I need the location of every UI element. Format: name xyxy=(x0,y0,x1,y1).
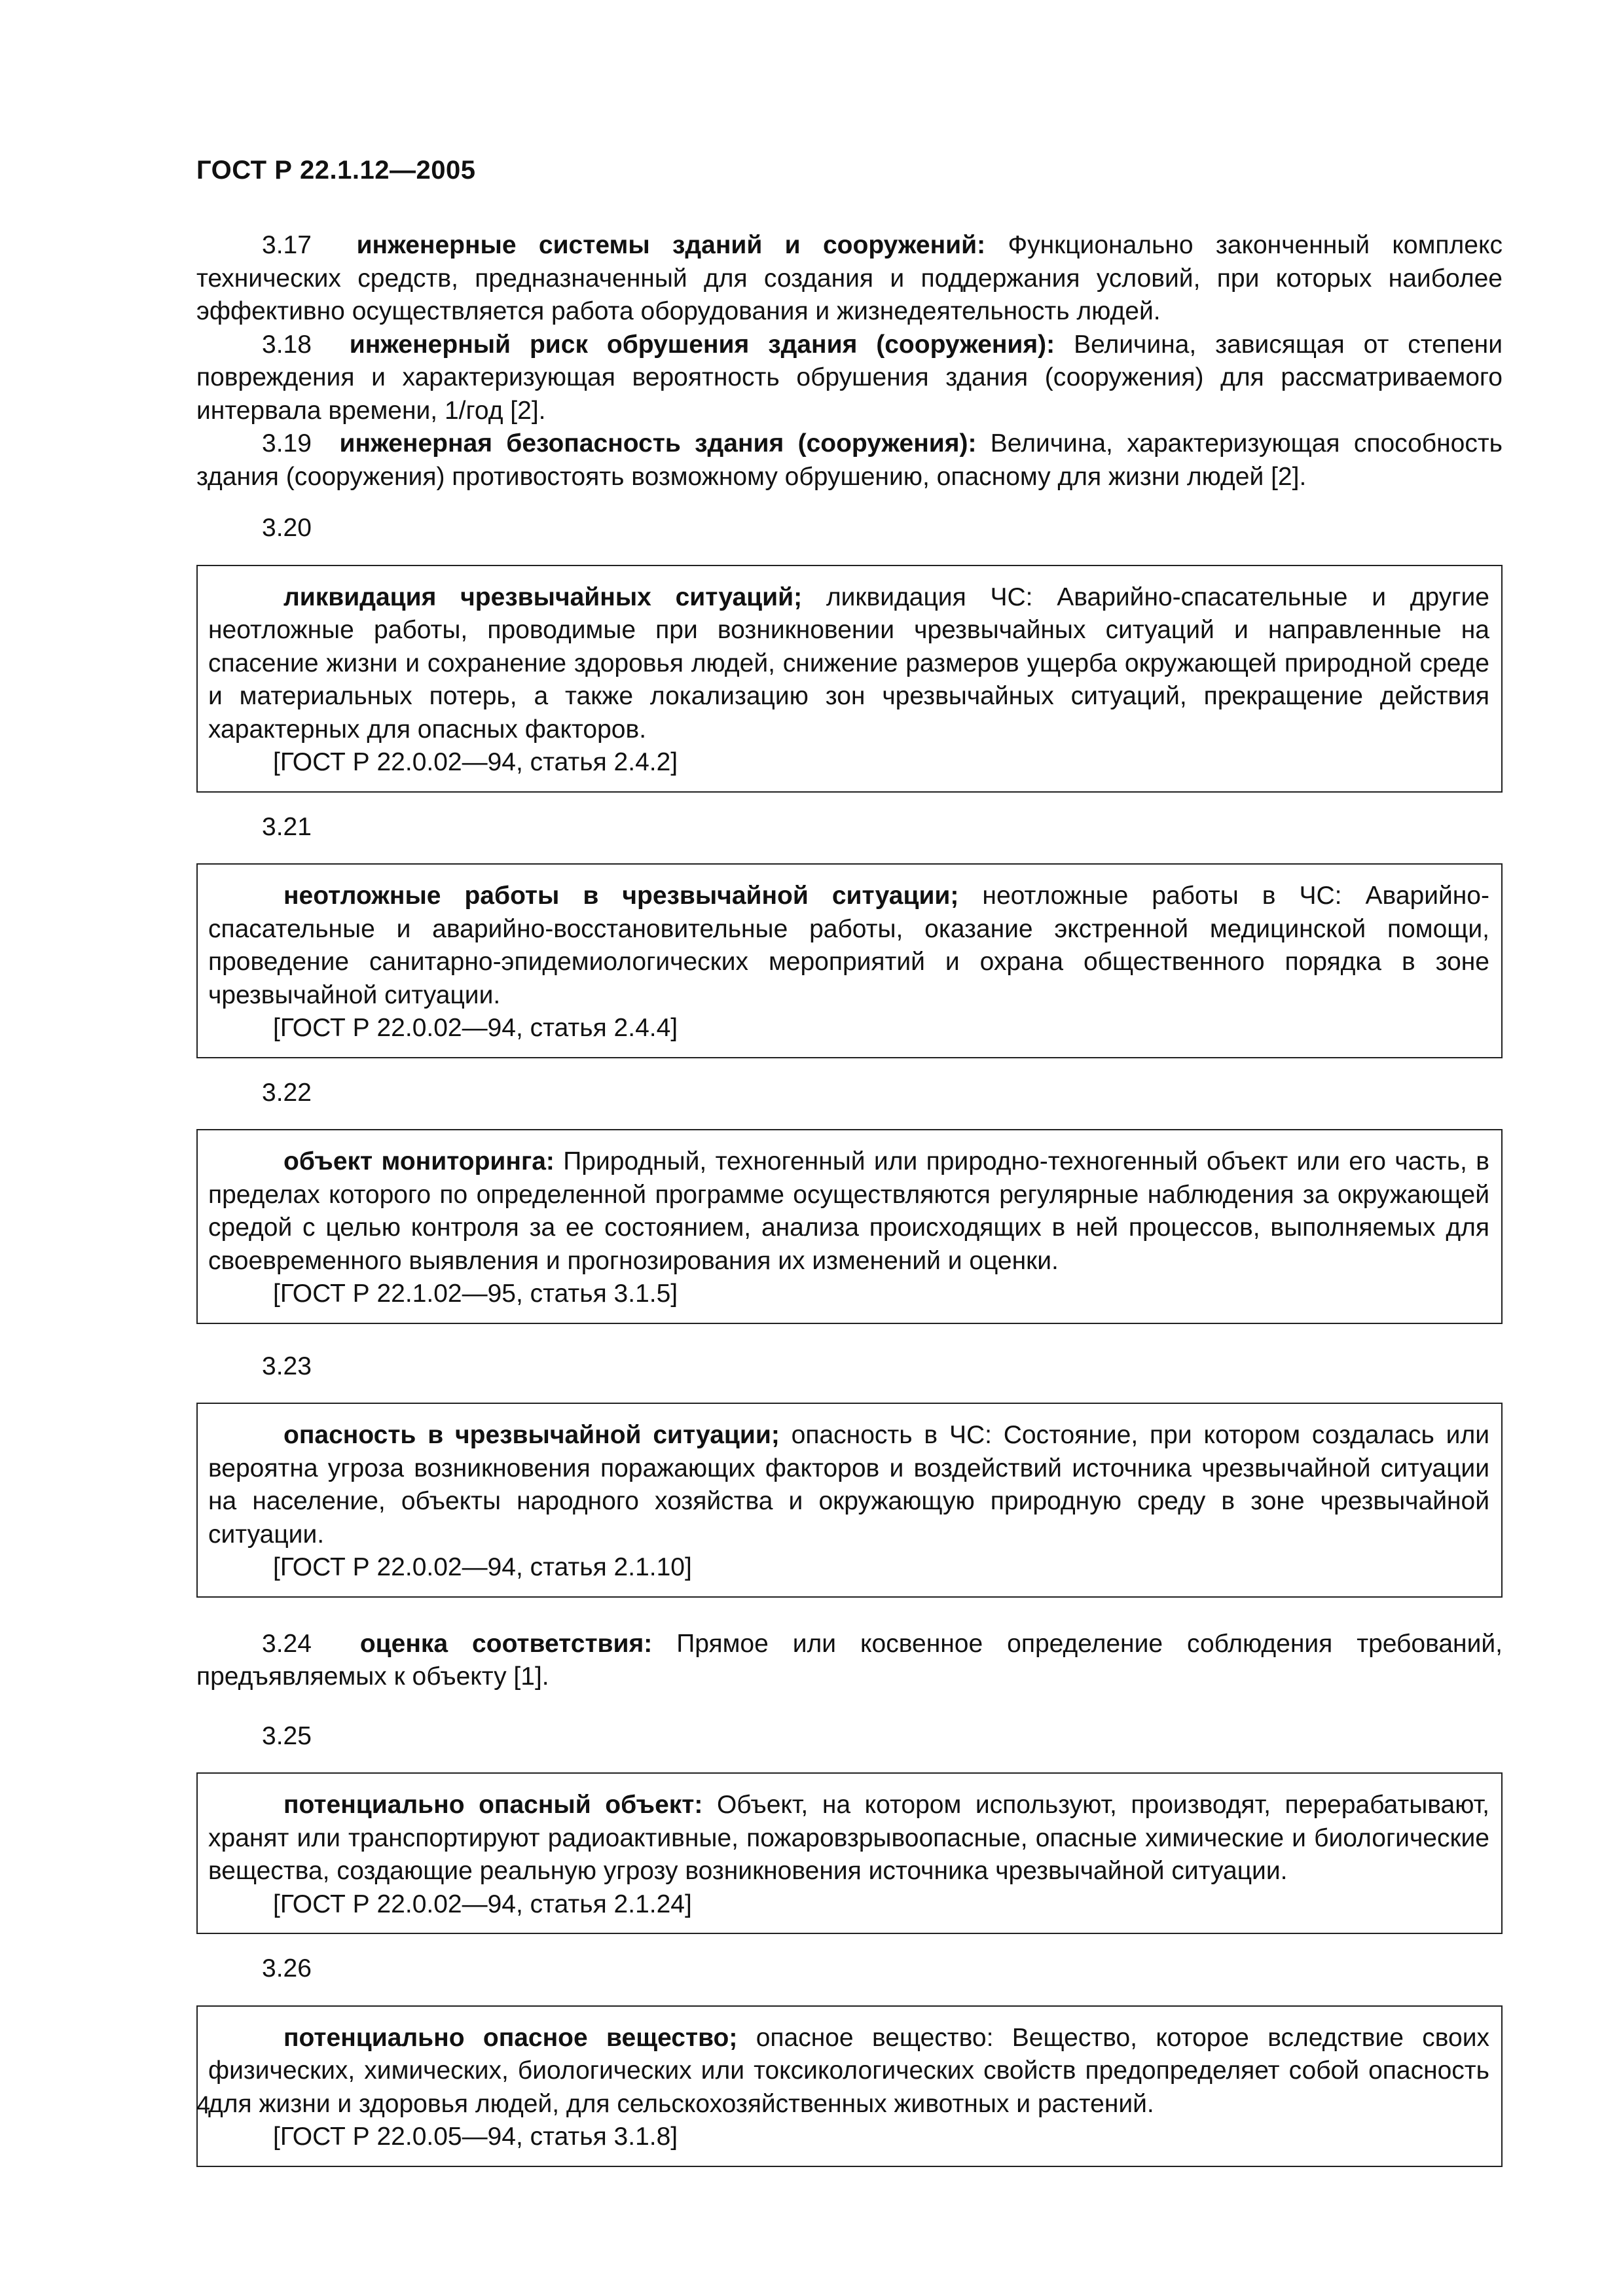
term-source: [ГОСТ Р 22.0.02—94, статья 2.4.4] xyxy=(273,1014,678,1042)
term-box-3-25 xyxy=(196,1772,1503,1934)
term-title: потенциально опасное вещество; xyxy=(283,2023,738,2052)
term-box-3-26 xyxy=(196,2005,1503,2167)
page-number: 4 xyxy=(196,2092,211,2119)
term-definition xyxy=(208,1789,1489,1888)
term-box-3-22 xyxy=(196,1129,1503,1324)
term-definition xyxy=(208,880,1489,1012)
term-definition xyxy=(208,581,1489,747)
term-source: [ГОСТ Р 22.0.02—94, статья 2.1.10] xyxy=(273,1553,692,1581)
term-3-19 xyxy=(196,427,1503,493)
term-text: ликвидация ЧС: Аварийно-спасательные и другие неотложные работы, проводимые при возникновении чрезвычайных ситуаций и направленные на спасение жизни и сохранение здоровья людей, снижение размеров ущерба окружающей природной среде и материальных потерь, а также локализацию зон чрезвычайных ситуаций, прекращение действия характерных для опасных факторов. xyxy=(208,583,1489,744)
term-definition: Величина, зависящая от степени повреждения и характеризующая вероятность обрушения здания (сооружения) для рассматриваемого интервала времени, 1/год [2]. xyxy=(196,330,1503,425)
term-number-3-21: 3.21 xyxy=(262,812,312,841)
term-3-24 xyxy=(196,1628,1503,1694)
term-definition xyxy=(208,2022,1489,2121)
term-definition: Функционально законченный комплекс технических средств, предназначенный для создания и поддержания условий, при которых наиболее эффективно осуществляется работа оборудования и жизнедеятельность людей. xyxy=(196,231,1503,325)
term-title: оценка соответствия: xyxy=(359,1629,653,1658)
term-definition: Прямое или косвенное определение соблюдения требований, предъявляемых к объекту [1]. xyxy=(196,1629,1503,1691)
term-number-3-25: 3.25 xyxy=(262,1721,312,1750)
page-content xyxy=(196,229,1503,2175)
term-number: 3.19 xyxy=(262,429,312,457)
term-title: неотложные работы в чрезвычайной ситуации; xyxy=(283,882,959,910)
term-source: [ГОСТ Р 22.0.02—94, статья 2.4.2] xyxy=(273,748,678,776)
term-definition: Величина, характеризующая способность здания (сооружения) противостоять возможному обрушению, опасному для жизни людей [2]. xyxy=(196,429,1503,491)
term-definition xyxy=(208,1145,1489,1278)
term-3-17 xyxy=(196,229,1503,329)
term-text: неотложные работы в ЧС: Аварийно-спасательные и аварийно-восстановительные работы, оказание экстренной медицинской помощи, проведение санитарно-эпидемиологических мероприятий и охрана общественного порядка в зоне чрезвычайной ситуации. xyxy=(208,882,1489,1009)
term-box-3-21 xyxy=(196,863,1503,1058)
term-number: 3.17 xyxy=(262,231,312,259)
term-definition xyxy=(208,1419,1489,1551)
term-text: опасность в ЧС: Состояние, при котором создалась или вероятна угроза возникновения поражающих факторов и воздействий источника чрезвычайной ситуации на население, объекты народного хозяйства и окружающую природную среду в зоне чрезвычайной ситуации. xyxy=(208,1421,1489,1549)
term-title: потенциально опасный объект: xyxy=(283,1791,703,1819)
term-number: 3.18 xyxy=(262,330,312,359)
term-source: [ГОСТ Р 22.0.05—94, статья 3.1.8] xyxy=(273,2123,678,2151)
term-number-3-26: 3.26 xyxy=(262,1954,312,1982)
term-title: объект мониторинга: xyxy=(283,1147,555,1175)
term-text: Природный, техногенный или природно-техногенный объект или его часть, в пределах которого по определенной программе осуществляются регулярные наблюдения за окружающей средой с целью контроля за ее состоянием, анализа происходящих в ней процессов, выполняемых для своевременного выявления и прогнозирования их изменений и оценки. xyxy=(208,1147,1489,1275)
term-box-3-20 xyxy=(196,565,1503,793)
term-source: [ГОСТ Р 22.1.02—95, статья 3.1.5] xyxy=(273,1280,678,1308)
term-title: опасность в чрезвычайной ситуации; xyxy=(283,1421,780,1449)
term-title: инженерные системы зданий и сооружений: xyxy=(356,231,986,259)
term-number-3-20: 3.20 xyxy=(262,514,312,542)
term-title: ликвидация чрезвычайных ситуаций; xyxy=(283,583,803,611)
term-text: опасное вещество: Вещество, которое вследствие своих физических, химических, биологических или токсикологических свойств предопределяет собой опасность для жизни и здоровья людей, для сельскохозяйственных животных и растений. xyxy=(208,2023,1489,2118)
term-source: [ГОСТ Р 22.0.02—94, статья 2.1.24] xyxy=(273,1890,692,1918)
term-text: Объект, на котором используют, производят, перерабатывают, хранят или транспортируют радиоактивные, пожаровзрывоопасные, опасные химические и биологические вещества, создающие реальную угрозу возникновения источника чрезвычайной ситуации. xyxy=(208,1791,1489,1885)
term-number: 3.24 xyxy=(262,1629,312,1658)
term-title: инженерный риск обрушения здания (сооружения): xyxy=(349,330,1055,359)
term-3-18 xyxy=(196,329,1503,428)
term-number-3-23: 3.23 xyxy=(262,1352,312,1380)
term-number-3-22: 3.22 xyxy=(262,1078,312,1107)
term-box-3-23 xyxy=(196,1403,1503,1598)
page-header-standard: ГОСТ Р 22.1.12—2005 xyxy=(196,156,476,185)
term-title: инженерная безопасность здания (сооружения): xyxy=(339,429,977,457)
